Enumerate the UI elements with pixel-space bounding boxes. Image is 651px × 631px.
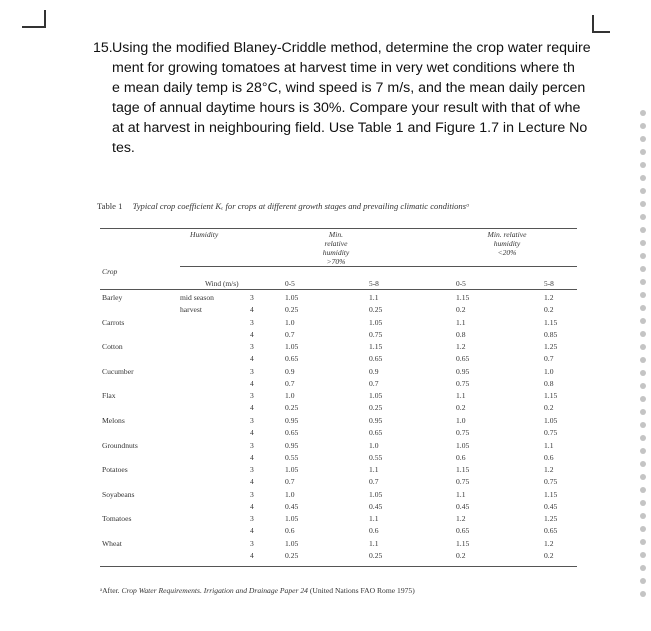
scroll-dot [640, 240, 646, 246]
scroll-dot [640, 448, 646, 454]
scroll-dot [640, 214, 646, 220]
kc-value: 1.1 [369, 293, 379, 302]
kc-value: 0.2 [456, 403, 466, 413]
kc-value: 0.2 [544, 403, 554, 413]
kc-value: 1.25 [544, 342, 558, 352]
kc-value: 0.75 [544, 428, 558, 437]
scroll-dot [640, 591, 646, 597]
scroll-dot [640, 552, 646, 558]
header-min-rel-20: Min. relative humidity <20% [487, 230, 527, 257]
header-range-2: 5-8 [369, 279, 379, 288]
wind-value: 4 [250, 551, 254, 560]
wind-value: 3 [250, 539, 254, 548]
growth-stage: mid season [180, 293, 214, 302]
scroll-dot [640, 292, 646, 298]
kc-value: 1.0 [544, 366, 554, 376]
scroll-dot [640, 565, 646, 571]
kc-value: 0.75 [544, 477, 558, 487]
kc-value: 0.95 [456, 366, 470, 376]
kc-value: 0.25 [369, 551, 383, 560]
kc-value: 0.45 [544, 501, 558, 511]
kc-value: 1.15 [456, 465, 470, 475]
kc-value: 1.05 [456, 440, 470, 450]
kc-value: 1.2 [544, 465, 554, 475]
kc-value: 1.2 [544, 293, 554, 302]
kc-value: 1.05 [369, 391, 383, 401]
kc-value: 0.85 [544, 329, 558, 339]
table-row [0, 513, 651, 537]
table-bottom-rule [100, 566, 577, 567]
scroll-dot [640, 435, 646, 441]
scroll-indicator[interactable] [640, 110, 648, 610]
scroll-dot [640, 123, 646, 129]
scroll-dot [640, 526, 646, 532]
wind-value: 3 [250, 366, 254, 376]
kc-value: 0.6 [285, 526, 295, 536]
kc-value: 0.95 [285, 416, 299, 425]
kc-value: 0.7 [369, 378, 379, 388]
kc-value: 0.7 [285, 378, 295, 388]
crop-name: Wheat [102, 539, 122, 548]
wind-value: 3 [250, 342, 254, 352]
wind-value: 4 [250, 526, 254, 536]
kc-value: 0.75 [456, 477, 470, 487]
kc-value: 0.55 [369, 452, 383, 462]
kc-value: 1.0 [285, 391, 295, 401]
crop-name: Carrots [102, 317, 125, 327]
kc-value: 0.8 [456, 329, 466, 339]
scroll-dot [640, 162, 646, 168]
kc-value: 1.0 [369, 440, 379, 450]
kc-value: 1.05 [285, 514, 299, 524]
table-footnote [100, 586, 415, 595]
crop-mark-top-right [592, 15, 610, 33]
kc-value: 0.25 [285, 403, 299, 413]
kc-value: 1.1 [544, 440, 554, 450]
scroll-dot [640, 266, 646, 272]
wind-value: 4 [250, 477, 254, 487]
kc-value: 1.1 [369, 514, 379, 524]
kc-value: 1.15 [369, 342, 383, 352]
crop-name: Barley [102, 293, 123, 302]
kc-value: 1.1 [456, 489, 466, 499]
table-row [0, 366, 651, 390]
scroll-dot [640, 175, 646, 181]
scroll-dot [640, 110, 646, 116]
kc-value: 1.25 [544, 514, 558, 524]
kc-value: 0.45 [456, 501, 470, 511]
table-row [0, 415, 651, 439]
header-range-3: 0-5 [456, 279, 466, 288]
table-row [0, 317, 651, 341]
header-min-rel-70: Min. relative humidity >70% [322, 230, 350, 266]
crop-name: Melons [102, 416, 125, 425]
table-row [0, 440, 651, 464]
kc-value: 1.15 [456, 539, 470, 548]
kc-value: 1.2 [456, 342, 466, 352]
wind-value: 3 [250, 391, 254, 401]
table-caption [97, 201, 617, 211]
footnote-source: Crop Water Requirements. Irrigation and Drainage Paper 24 [121, 586, 308, 595]
table-row [0, 390, 651, 414]
kc-value: 0.45 [285, 501, 299, 511]
scroll-dot [640, 539, 646, 545]
crop-name: Flax [102, 391, 116, 401]
kc-value: 1.15 [544, 391, 558, 401]
scroll-dot [640, 513, 646, 519]
table-caption-text: Typical crop coefficient Kₑ for crops at different growth stages and prevailing climatic conditionsᵃ [132, 201, 470, 211]
scroll-dot [640, 305, 646, 311]
wind-value: 4 [250, 329, 254, 339]
kc-value: 0.95 [369, 416, 383, 425]
kc-value: 0.95 [285, 440, 299, 450]
table-row [0, 489, 651, 513]
wind-value: 3 [250, 489, 254, 499]
crop-name: Cucumber [102, 366, 134, 376]
kc-value: 0.75 [369, 329, 383, 339]
kc-value: 1.05 [285, 342, 299, 352]
header-wind: Wind (m/s) [205, 279, 239, 288]
kc-value: 0.65 [285, 428, 299, 437]
kc-value: 0.6 [456, 452, 466, 462]
wind-value: 4 [250, 452, 254, 462]
kc-value: 1.2 [544, 539, 554, 548]
table-top-rule [100, 228, 577, 229]
kc-value: 0.2 [456, 551, 466, 560]
kc-value: 1.0 [456, 416, 466, 425]
footnote-suffix: (United Nations FAO Rome 1975) [307, 586, 415, 595]
kc-value: 1.05 [544, 416, 558, 425]
kc-value: 0.7 [544, 354, 554, 364]
question-body: Using the modified Blaney-Criddle method, determine the crop water require ment for growing tomatoes at harvest time in very wet conditions where th e mean daily temp is 28°C, wind speed is 7 m/s, and the mean daily percen tage of annual daytime hours is 30%. Compare your result with that of whe at at harvest in neighbouring field. Use Table 1 and Figure 1.7 in Lecture No tes. [112, 40, 591, 156]
scroll-dot [640, 279, 646, 285]
wind-value: 3 [250, 416, 254, 425]
wind-value: 3 [250, 317, 254, 327]
kc-value: 1.15 [544, 317, 558, 327]
kc-value: 1.05 [285, 293, 299, 302]
scroll-dot [640, 136, 646, 142]
wind-value: 3 [250, 514, 254, 524]
kc-value: 0.25 [285, 551, 299, 560]
kc-value: 0.65 [456, 526, 470, 536]
kc-value: 1.15 [544, 489, 558, 499]
table-header-rule [100, 289, 577, 290]
scroll-dot [640, 500, 646, 506]
scroll-dot [640, 227, 646, 233]
question-text [93, 38, 593, 158]
scroll-dot [640, 149, 646, 155]
kc-value: 0.25 [285, 305, 299, 314]
kc-value: 0.65 [544, 526, 558, 536]
table-humidity-rule [180, 266, 577, 267]
header-range-4: 5-8 [544, 279, 554, 288]
kc-value: 0.9 [369, 366, 379, 376]
kc-value: 1.1 [456, 391, 466, 401]
table-caption-number: Table 1 [97, 201, 123, 211]
crop-name: Soyabeans [102, 489, 135, 499]
wind-value: 3 [250, 293, 254, 302]
footnote-prefix: ᵃAfter. [100, 586, 122, 595]
table-row [0, 538, 651, 562]
wind-value: 4 [250, 378, 254, 388]
kc-value: 1.1 [369, 539, 379, 548]
crop-name: Potatoes [102, 465, 128, 475]
kc-value: 1.05 [369, 317, 383, 327]
kc-value: 1.05 [369, 489, 383, 499]
scroll-dot [640, 253, 646, 259]
crop-name: Cotton [102, 342, 123, 352]
kc-value: 0.65 [285, 354, 299, 364]
scroll-dot [640, 318, 646, 324]
header-crop: Crop [102, 267, 118, 276]
header-humidity: Humidity [190, 230, 219, 239]
scroll-dot [640, 370, 646, 376]
kc-value: 0.45 [369, 501, 383, 511]
kc-value: 0.65 [369, 428, 383, 437]
table-row [0, 341, 651, 365]
kc-value: 0.6 [544, 452, 554, 462]
table-row [0, 464, 651, 488]
question-number: 15. [93, 40, 113, 56]
scroll-dot [640, 396, 646, 402]
kc-value: 1.1 [369, 465, 379, 475]
scroll-dot [640, 461, 646, 467]
scroll-dot [640, 474, 646, 480]
kc-value: 0.9 [285, 366, 295, 376]
kc-value: 1.05 [285, 465, 299, 475]
wind-value: 4 [250, 305, 254, 314]
wind-value: 3 [250, 465, 254, 475]
kc-value: 0.65 [369, 354, 383, 364]
scroll-dot [640, 409, 646, 415]
header-range-1: 0-5 [285, 279, 295, 288]
kc-value: 0.7 [369, 477, 379, 487]
wind-value: 4 [250, 403, 254, 413]
kc-value: 0.7 [285, 329, 295, 339]
crop-mark-top-left [22, 10, 46, 28]
kc-value: 1.0 [285, 489, 295, 499]
scroll-dot [640, 383, 646, 389]
kc-value: 1.15 [456, 293, 470, 302]
kc-value: 0.2 [456, 305, 466, 314]
scroll-dot [640, 487, 646, 493]
kc-value: 0.2 [544, 551, 554, 560]
kc-value: 0.8 [544, 378, 554, 388]
wind-value: 3 [250, 440, 254, 450]
scroll-dot [640, 331, 646, 337]
kc-value: 0.7 [285, 477, 295, 487]
scroll-dot [640, 422, 646, 428]
kc-value: 0.25 [369, 403, 383, 413]
scroll-dot [640, 201, 646, 207]
kc-value: 1.1 [456, 317, 466, 327]
kc-value: 0.2 [544, 305, 554, 314]
scroll-dot [640, 188, 646, 194]
scroll-dot [640, 344, 646, 350]
wind-value: 4 [250, 428, 254, 437]
kc-value: 0.6 [369, 526, 379, 536]
wind-value: 4 [250, 354, 254, 364]
crop-name: Tomatoes [102, 514, 132, 524]
crop-name: Groundnuts [102, 440, 138, 450]
wind-value: 4 [250, 501, 254, 511]
kc-value: 0.25 [369, 305, 383, 314]
kc-value: 1.2 [456, 514, 466, 524]
scroll-dot [640, 578, 646, 584]
kc-value: 0.75 [456, 428, 470, 437]
growth-stage: harvest [180, 305, 202, 314]
scroll-dot [640, 357, 646, 363]
kc-value: 0.65 [456, 354, 470, 364]
table-row [0, 292, 651, 316]
kc-value: 0.75 [456, 378, 470, 388]
kc-value: 1.05 [285, 539, 299, 548]
kc-value: 1.0 [285, 317, 295, 327]
kc-value: 0.55 [285, 452, 299, 462]
